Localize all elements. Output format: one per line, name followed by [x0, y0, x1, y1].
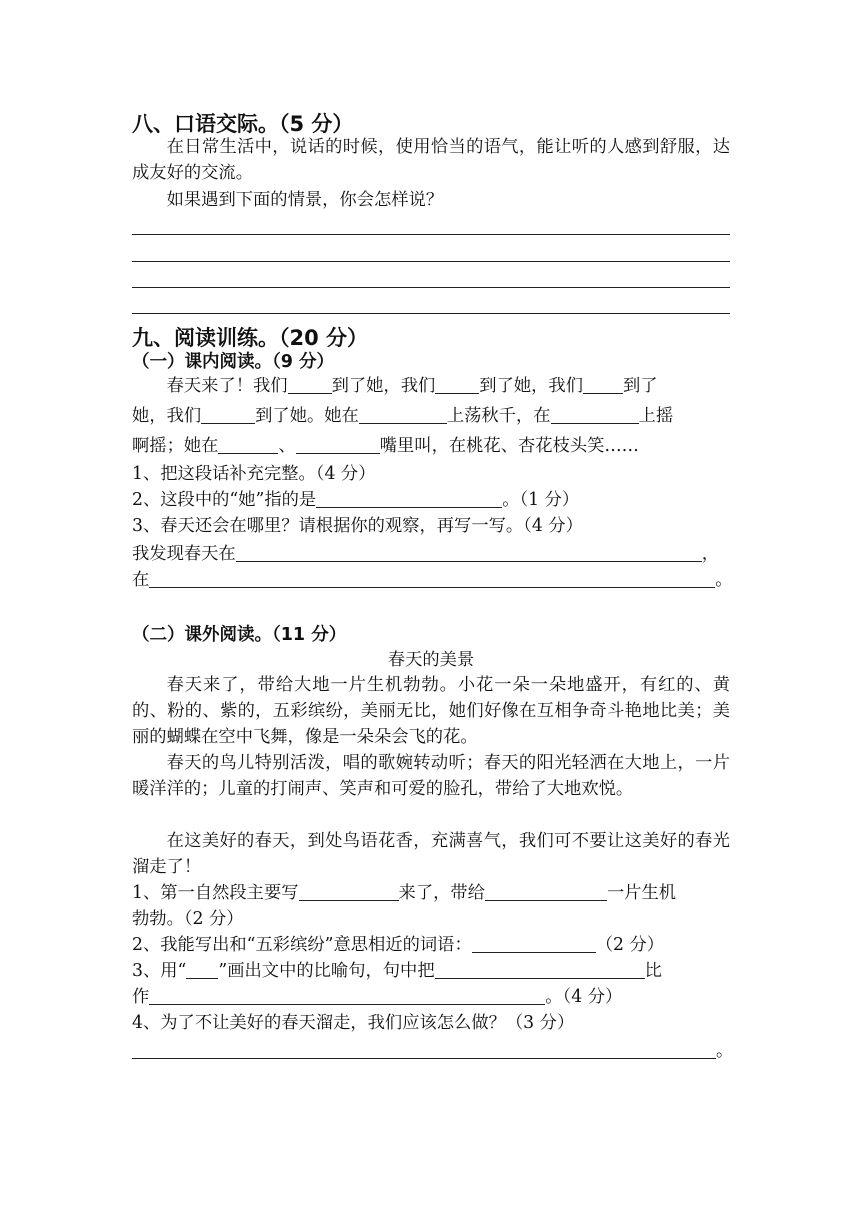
- blank[interactable]: [149, 569, 715, 588]
- part-1-answer-3a: 我发现春天在 ，: [132, 544, 719, 564]
- blank[interactable]: [551, 405, 639, 424]
- section-8-title: 八、口语交际。（5 分）: [132, 112, 354, 136]
- section-8-intro: 在日常生活中，说话的时候，使用恰当的语气，能让听的人感到舒服，达成友好的交流。: [132, 137, 730, 183]
- part-2-question-4: 4、为了不让美好的春天溜走，我们应该怎么做？（3 分）: [132, 1013, 575, 1033]
- cloze-line-1: 春天来了！我们 到了她，我们 到了她，我们 到了: [166, 376, 658, 396]
- part-1-question-1: 1、把这段话补充完整。（4 分）: [132, 464, 376, 484]
- section-9-title: 九、阅读训练。（20 分）: [132, 326, 369, 350]
- section-8-prompt: 如果遇到下面的情景，你会怎样说？: [166, 190, 444, 210]
- blank[interactable]: [435, 375, 479, 394]
- part-1-answer-3b: 在 。: [132, 570, 733, 590]
- part-2-question-3b: 作 。（4 分）: [132, 987, 623, 1007]
- answer-line-2[interactable]: [132, 261, 730, 262]
- blank[interactable]: [583, 375, 623, 394]
- answer-line-1[interactable]: [132, 234, 730, 235]
- passage-paragraph-3: 在这美好的春天，到处鸟语花香，充满喜气，我们可不要让这美好的春光溜走了！: [132, 831, 730, 877]
- blank[interactable]: [299, 882, 399, 901]
- answer-line-4[interactable]: [132, 313, 730, 314]
- blank[interactable]: [435, 960, 645, 979]
- part-1-question-3: 3、春天还会在哪里？请根据你的观察，再写一写。（4 分）: [132, 516, 583, 536]
- blank[interactable]: [218, 435, 278, 454]
- part-2-question-1a: 1、第一自然段主要写 来了，带给 一片生机: [132, 883, 677, 903]
- blank[interactable]: [296, 435, 380, 454]
- blank[interactable]: [316, 489, 502, 508]
- part-1-question-2: 2、这段中的“她”指的是 。（1 分）: [132, 490, 580, 510]
- blank[interactable]: [288, 375, 332, 394]
- blank[interactable]: [201, 405, 255, 424]
- blank[interactable]: [132, 1040, 716, 1059]
- blank[interactable]: [186, 960, 218, 979]
- blank[interactable]: [236, 543, 702, 562]
- blank[interactable]: [359, 405, 447, 424]
- part-1-title: （一）课内阅读。（9 分）: [132, 352, 335, 372]
- passage-paragraph-1: 春天来了，带给大地一片生机勃勃。小花一朵一朵地盛开，有红的、黄的、粉的、紫的，五彩缤纷，美丽无比，她们好像在互相争奇斗艳地比美；美丽的蝴蝶在空中飞舞，像是一朵朵会飞的花。: [132, 675, 730, 747]
- cloze-line-3: 啊摇；她在 、 嘴里叫，在桃花、杏花枝头笑……: [132, 436, 639, 456]
- part-2-question-3a: 3、用“ ”画出文中的比喻句，句中把 比: [132, 961, 662, 981]
- part-2-answer-4: 。: [132, 1038, 733, 1064]
- blank[interactable]: [485, 882, 607, 901]
- passage-title: 春天的美景: [387, 650, 475, 670]
- part-2-question-1b: 勃勃。（2 分）: [132, 909, 244, 929]
- blank[interactable]: [472, 934, 596, 953]
- part-2-title: （二）课外阅读。（11 分）: [132, 625, 347, 645]
- passage-paragraph-2: 春天的鸟儿特别活泼，唱的歌婉转动听；春天的阳光轻洒在大地上，一片暖洋洋的；儿童的打闹声、笑声和可爱的脸孔，带给了大地欢悦。: [132, 753, 730, 799]
- answer-line-3[interactable]: [132, 287, 730, 288]
- blank[interactable]: [149, 986, 545, 1005]
- cloze-line-2: 她，我们 到了她。她在 上荡秋千，在 上摇: [132, 406, 674, 426]
- part-2-question-2: 2、我能写出和“五彩缤纷”意思相近的词语： （2 分）: [132, 935, 665, 955]
